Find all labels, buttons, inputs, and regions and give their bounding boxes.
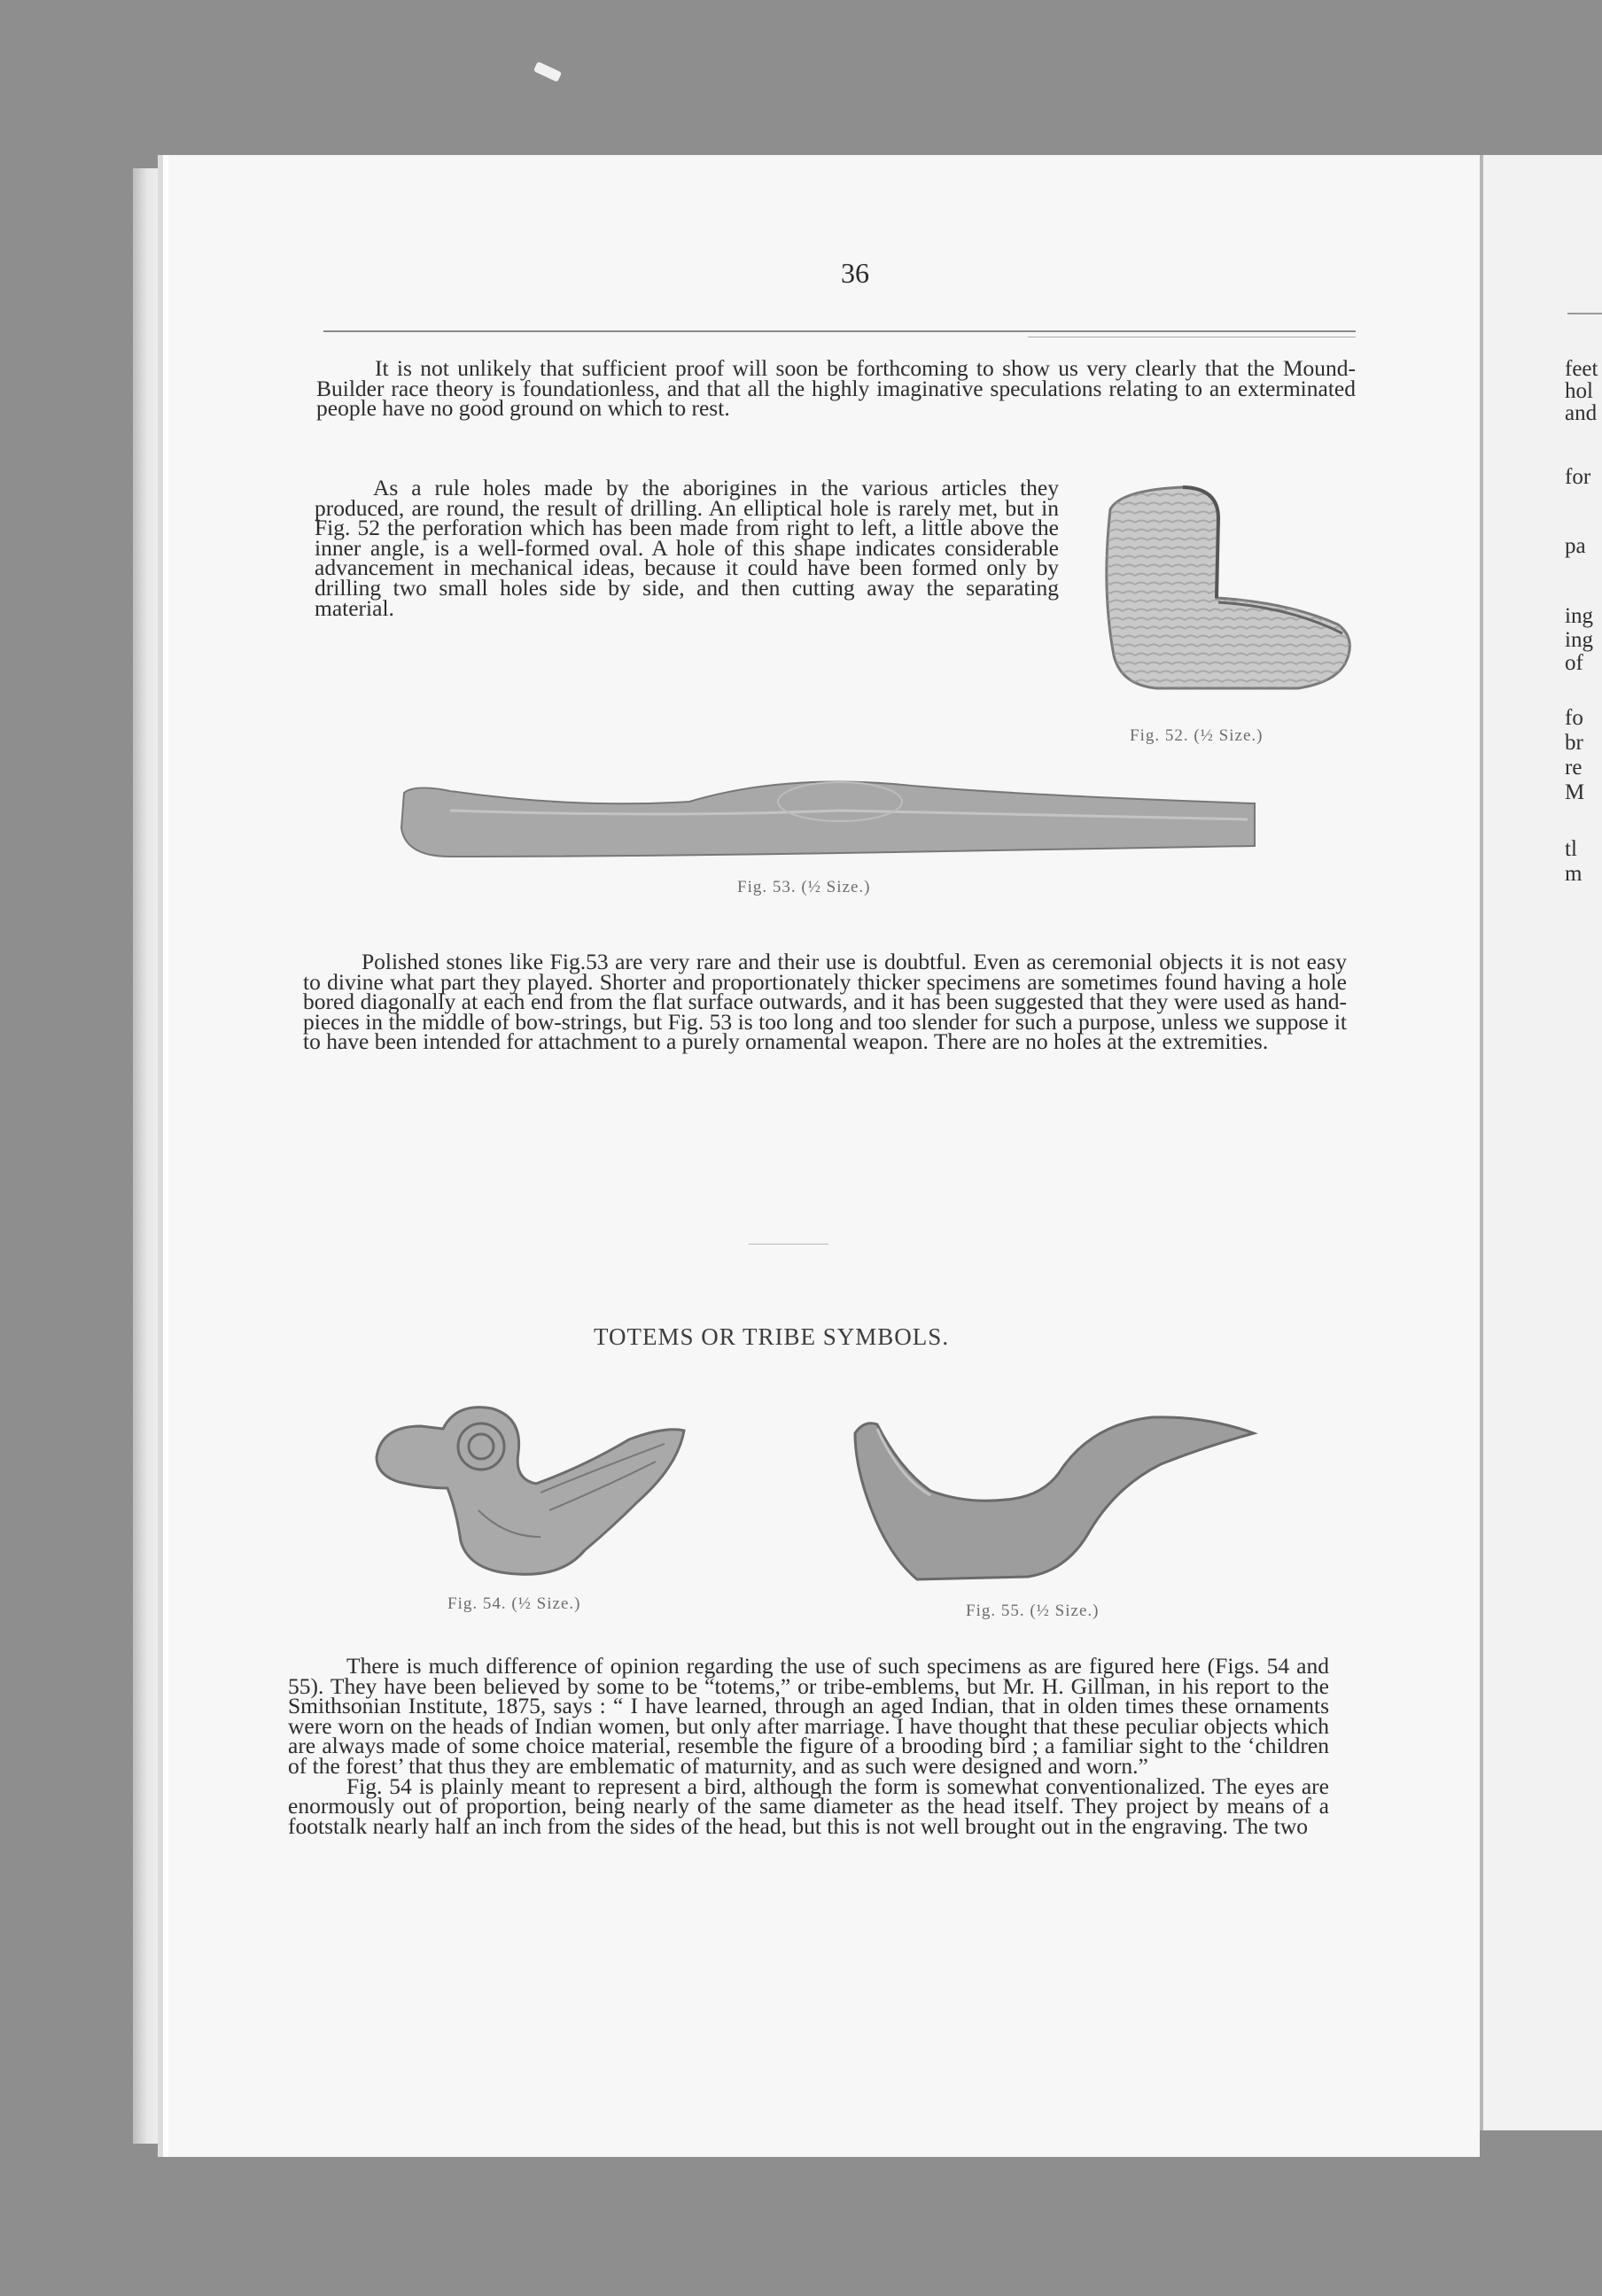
page-edge [133,168,168,2144]
figure-55-caption: Fig. 55. (½ Size.) [966,1602,1100,1620]
section-divider [749,1244,828,1245]
facing-page-fragment: for [1565,465,1591,489]
facing-page-fragment: fo [1565,706,1583,730]
facing-page-fragment: re [1565,756,1583,780]
figure-52-caption: Fig. 52. (½ Size.) [1130,726,1264,745]
facing-page-fragment: tl [1565,837,1577,861]
scan-speck [533,61,562,82]
facing-page-fragment: ing [1565,604,1593,628]
section-heading: TOTEMS OR TRIBE SYMBOLS. [594,1323,950,1350]
facing-page-fragment: M [1565,780,1585,804]
figure-54-bird-effigy [372,1404,691,1590]
facing-page-fragment: pa [1565,534,1586,558]
paragraph: As a rule holes made by the aborigines in the various articles they produced, are round, the result of drilling. An elliptical hole is rarely met, but in Fig. 52 the perforation which has been made from right to left, a little above the inner angle, is a well-formed oval. A hole of this shape indicates considerable advancement in mechanical ideas, because it could have been formed only by drilling two small holes side by side, and then cutting away the separating material. [315,475,1059,621]
facing-page-fragment: ing [1565,628,1593,652]
facing-page-fragment: br [1565,731,1583,755]
paragraph: There is much difference of opinion regarding the use of such specimens as are figured here (Figs. 54 and 55). They have been believed by some to be “totems,” or tribe-emblems, but Mr. H. Gillman, in his report to the Smithsonian Institute, 1875, says : “ I have learned, through an aged Indian, that in olden times these ornaments were worn on the heads of Indian women, but only after marriage. I have thought that these peculiar objects which are always made of some choice material, resemble the figure of a brooding bird ; a familiar sight to the ‘children of the forest’ that thus they are emblematic of maturnity, and as such were designed and worn.” Fig. 54 is plainly meant to represent a bird, although the form is somewhat conventionalized. The eyes are enormously out of proportion, being nearly of the same diameter as the head itself. They project by means of a footstalk nearly half an inch from the sides of the head, but this is not well brought out in the engraving. The two [288,1653,1329,1839]
facing-page [1480,155,1602,2130]
figure-52-stone-artifact [1085,483,1360,704]
facing-page-fragment: of [1565,651,1583,675]
figure-55-stone-effigy [851,1416,1258,1584]
paragraph: It is not unlikely that sufficient proof will soon be forthcoming to show us very clearly that the Mound-Builder race theory is foundationless, and that all the highly imaginative speculations relating to an exterminated people have no good ground on which to rest. [316,355,1356,422]
figure-53-caption: Fig. 53. (½ Size.) [737,878,871,896]
facing-page-fragment: m [1565,862,1583,886]
figure-54-caption: Fig. 54. (½ Size.) [447,1594,581,1613]
figure-53-polished-stone [397,775,1258,862]
page-number: 36 [841,257,869,289]
facing-page-fragment: hol [1565,379,1593,403]
book-page [168,155,1480,2157]
header-rule [323,330,1356,332]
paragraph: Polished stones like Fig.53 are very rare and their use is doubtful. Even as ceremonial objects it is not easy to divine what part they played. Shorter and proportionately thicker specimens are sometimes found having a hole bored diagonally at each end from the flat surface outwards, and it has been suggested that they were used as hand-pieces in the middle of bow-strings, but Fig. 53 is too long and too slender for such a purpose, unless we suppose it to have been intended for attachment to a purely ornamental weapon. There are no holes at the extremities. [303,949,1347,1055]
facing-page-fragment: feet [1565,357,1598,381]
facing-page-fragment: and [1565,401,1598,425]
